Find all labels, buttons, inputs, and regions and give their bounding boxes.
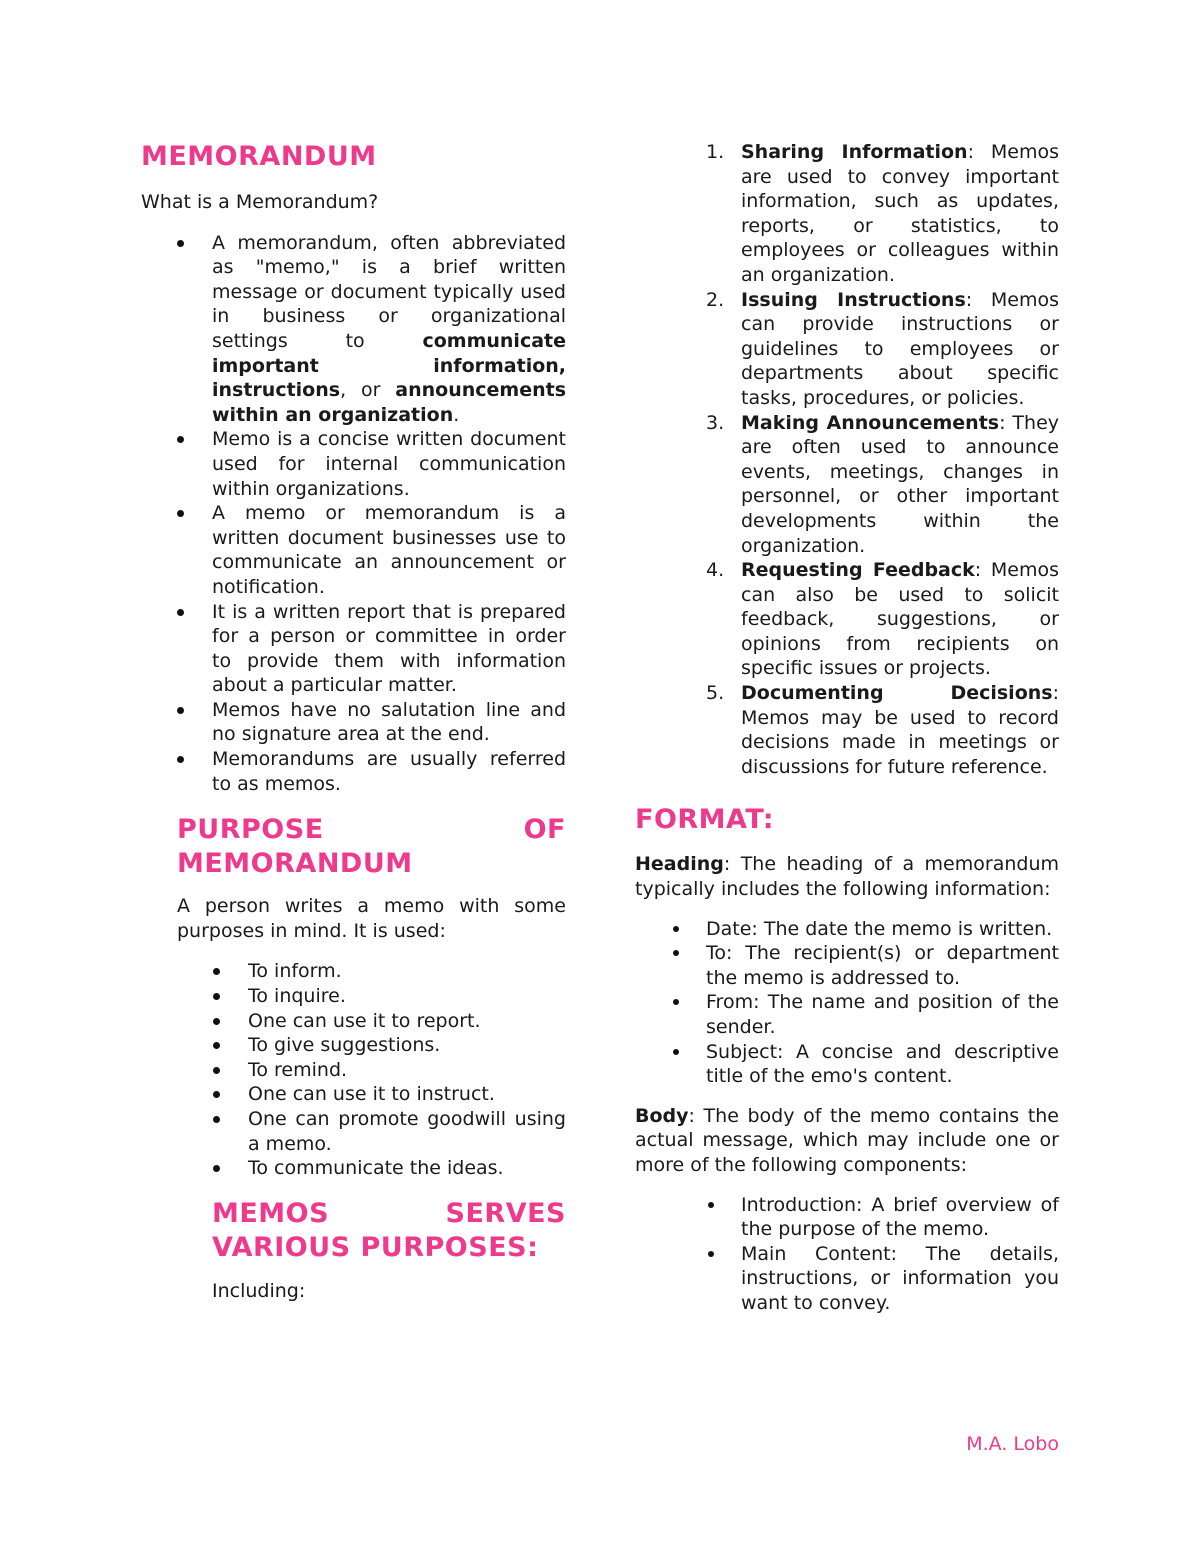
definition-item: Memos have no salutation line and no signature area at the end. [212, 698, 566, 746]
serves-section [212, 1197, 566, 1304]
body-paragraph: Body: The body of the memo contains the actual message, which may include one or more of the following components: [635, 1104, 1059, 1176]
body-item: Introduction: A brief overview of the purpose of the memo. [741, 1193, 1059, 1241]
purpose-intro: A person writes a memo with some purposes in mind. It is used: [177, 895, 566, 942]
serves-heading: MEMOS SERVES VARIOUS PURPOSES: [212, 1197, 566, 1263]
purpose-item: One can use it to report. [248, 1009, 566, 1034]
left-column [141, 140, 566, 1303]
use-number: 4. [706, 559, 725, 582]
definition-item: It is a written report that is prepared for a person or committee in order to provide them with information about a particular matter. [212, 600, 566, 697]
footer-author: M.A. Lobo [966, 1433, 1059, 1455]
use-text: : Memos can provide instructions or guidelines to employees or departments about specific tasks, procedures, or policies. [741, 288, 1059, 409]
format-heading: FORMAT: [635, 804, 775, 836]
use-term: Sharing Information [741, 141, 968, 163]
use-term: Issuing Instructions [741, 288, 966, 311]
purpose-item: To give suggestions. [248, 1033, 566, 1058]
use-number: 1. [706, 141, 725, 163]
use-term: Making Announcements [741, 411, 1000, 434]
purpose-section [177, 813, 566, 1303]
purpose-heading: PURPOSE OF MEMORANDUM [177, 814, 566, 880]
body-items-list [741, 1193, 1059, 1316]
use-number: 5. [706, 682, 725, 705]
definition-item: Memorandums are usually referred to as memos. [212, 748, 566, 795]
definition-list [212, 231, 566, 797]
purpose-item: One can promote goodwill using a memo. [248, 1108, 566, 1155]
right-column [635, 140, 1059, 1316]
heading-items-list [706, 917, 1059, 1089]
what-is-question: What is a Memorandum? [141, 191, 379, 213]
use-item [706, 140, 1059, 288]
uses-list [706, 140, 1060, 779]
memorandum-title: MEMORANDUM [141, 141, 377, 172]
use-text: : They are often used to announce events, meetings, changes in personnel, or other important developments within the organization. [741, 411, 1059, 557]
use-text: : Memos can also be used to solicit feedback, suggestions, or opinions from recipients on specific issues or projects. [741, 559, 1060, 680]
definition-item: A memo or memorandum is a written document businesses use to communicate an announcement or notification. [212, 502, 566, 598]
use-item [706, 681, 1059, 779]
use-text: : Memos are used to convey important information, such as updates, reports, or statistics, to employees or colleagues within an organization. [741, 141, 1059, 286]
use-text: : Memos may be used to record decisions made in meetings or discussions for future reference. [741, 682, 1059, 778]
use-number: 3. [706, 411, 725, 434]
purpose-item: To inform. [248, 959, 566, 984]
purpose-item: To communicate the ideas. [248, 1156, 566, 1181]
including-label: Including: [212, 1279, 306, 1302]
use-number: 2. [706, 288, 725, 311]
use-item [706, 411, 1059, 559]
heading-item: From: The name and position of the sender. [706, 991, 1059, 1038]
use-item [706, 288, 1059, 411]
use-item [706, 558, 1060, 681]
heading-paragraph: Heading: The heading of a memorandum typically includes the following information: [635, 853, 1059, 901]
purposes-list [248, 959, 566, 1180]
heading-item: Date: The date the memo is written. [706, 917, 1059, 942]
use-term: Documenting Decisions [741, 682, 1053, 705]
heading-item: To: The recipient(s) or department the memo is addressed to. [706, 942, 1059, 989]
body-item: Main Content: The details, instructions, or information you want to convey. [741, 1242, 1059, 1314]
use-term: Requesting Feedback [741, 559, 975, 582]
purpose-item: To inquire. [248, 984, 566, 1009]
purpose-item: One can use it to instruct. [248, 1082, 566, 1107]
purpose-item: To remind. [248, 1058, 566, 1083]
heading-item: Subject: A concise and descriptive title of the emo's content. [706, 1040, 1059, 1088]
definition-item: Memo is a concise written document used for internal communication within organizations. [212, 428, 566, 500]
definition-item: A memorandum, often abbreviated as "memo," is a brief written message or document typically used in business or organizational settings to communicate important information, instructions, or announcements within an organization. [212, 231, 566, 426]
